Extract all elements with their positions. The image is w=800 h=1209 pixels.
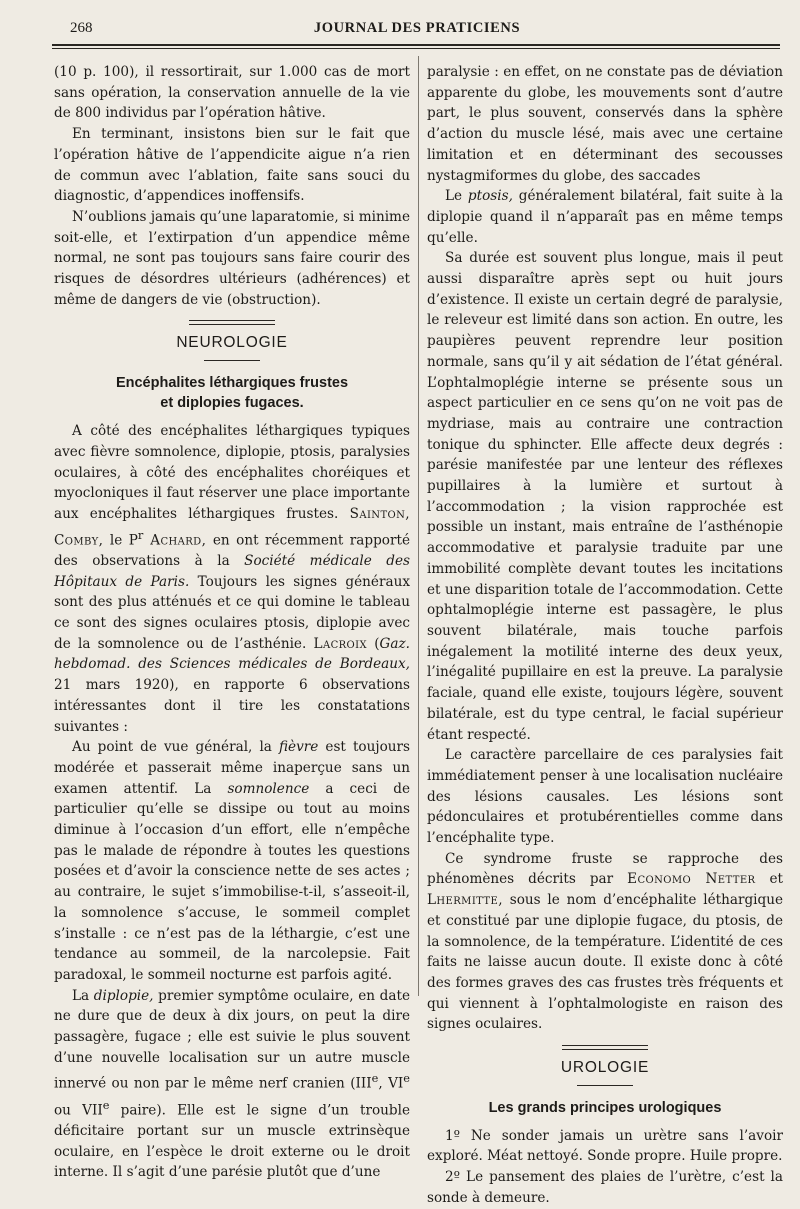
paragraph: En terminant, insistons bien sur le fait que l’opération hâtive de l’appendicite aigue n’a rien de commun avec l’ablation, faite sans souci du diagnostic, d’appendices inoffensifs. — [54, 126, 410, 205]
text-run: Au point de vue général, la — [72, 739, 279, 756]
article-title — [427, 1098, 783, 1118]
text-run: en ont récemment rapporté des observations à la — [54, 532, 410, 569]
superscript: r — [137, 527, 144, 542]
text-run: généralement bilatéral, fait suite à la diplopie quand il n’apparaît pas en même temps qu’elle. — [427, 188, 783, 246]
emphasis: diplopie, — [93, 987, 154, 1004]
text-run: sous le nom d’encéphalite léthargique et constitué par une diplopie fugace, du ptosis, de la somnolence, de la température. L’identité de ces faits ne laisse aucun doute. Il existe donc à côté des formes graves des cas frustes très fréquents et qui viennent à l’ophtalmologiste en raison des signes oculaires. — [427, 892, 783, 1033]
text-run: 21 mars 1920), en rapporte 6 observations intéressantes dont il tire les constatations suivantes : — [54, 677, 410, 735]
text-run: premier symptôme oculaire, en date ne dure que de deux à dix jours, on peut la dire passagère, fugace ; elle est suivie le plus souvent d’une nouvelle localisation sur un autre muscle innervé ou non par le même nerf cranien (III — [54, 987, 410, 1092]
paragraph — [54, 421, 410, 737]
text-run: est toujours modérée et passerait même inaperçue sans un examen attentif. La — [54, 739, 410, 797]
text-run: ( — [367, 635, 380, 652]
superscript: e — [102, 1097, 110, 1112]
paragraph: Le caractère parcellaire de ces paralysies fait immédiatement penser à une localisation nucléaire des lésions causales. Les lésions sont pédonculaires et protubérentielles comme dans l’encéphalite type. — [427, 747, 783, 847]
text-run: a ceci de particulier qu’elle se dissipe ou tout au moins diminue à l’occasion d’un effort, elle n’empêche pas le malade de répondre à toutes les questions posées et d’avoir la conscience nette de ses actes ; au contraire, le sujet s’immobilise-t-il, s’asseoit-il, la somnolence s’accuse, le sommeil complet s’installe : ce n’est pas de la léthargie, c’est une tendance au sommeil, de la narcolepsie. Fait paradoxal, le sommeil nocturne est parfois agité. — [54, 780, 410, 983]
right-column — [427, 62, 783, 1209]
text-run: La — [72, 987, 94, 1004]
column-divider — [418, 56, 419, 996]
article-title-line: Encéphalites léthargiques frustes — [115, 375, 349, 392]
section-underline — [204, 360, 260, 361]
paragraph — [54, 737, 410, 985]
page-number: 268 — [70, 20, 93, 36]
paragraph: 1º Ne sonder jamais un urètre sans l’avoir exploré. Méat nettoyé. Sonde propre. Huile propre. — [427, 1127, 783, 1165]
left-column — [54, 62, 410, 1183]
page-header — [52, 20, 782, 42]
emphasis: ptosis, — [467, 188, 513, 205]
text-run: ou VII — [54, 1102, 103, 1119]
text-run: paire). Elle est le signe d’un trouble déficitaire portant sur un muscle extrinsèque oculaire, en l’espèce le droit externe ou le droit interne. Il s’agit d’une parésie plutôt que d’une — [54, 1102, 410, 1181]
article-title-line: Les grands principes urologiques — [488, 1099, 722, 1116]
author-name: Economo Netter — [627, 871, 756, 888]
text-run: Le — [445, 188, 468, 205]
superscript: e — [371, 1071, 379, 1086]
paragraph: 2º Le pansement des plaies de l’urètre, c’est la sonde à demeure. — [427, 1169, 783, 1206]
paragraph — [427, 186, 783, 248]
paragraph: Sa durée est souvent plus longue, mais il peut aussi disparaître après sept ou huit jours d’existence. Il existe un certain degré de paralysie, le releveur est limité dans son action. En outre, les paupières peuvent reprendre leur position normale, sans qu’il y ait sédation de l’état général. L’ophtalmoplégie interne se présente sous un aspect particulier en ce sens qu’on ne voit pas de mydriase, mais au contraire une contraction tonique du sphincter. Elle affecte deux degrés : parésie manifestée par une lenteur des réflexes pupillaires à la lumière et surtout à l’accommodation ; la vision rapprochée est possible un instant, mais entraîne de l’asthénopie accommodative et paralysie traduite par une immobilité complète devant toutes les incitations et une disparition totale de l’accommodation. Cette ophtalmoplégie interne est passagère, le plus souvent bilatérale, mais touche parfois inégalement la motilité interne des deux yeux, l’inégalité pupillaire en est la preuve. La paralysie faciale, quand elle existe, toujours légère, souvent bilatérale, est du type central, le facial supérieur étant respecté. — [427, 250, 783, 743]
section-separator — [189, 320, 275, 325]
article-title-line: et diplopies fugaces. — [160, 395, 304, 412]
author-name: Achard, — [143, 532, 207, 549]
author-name: Lhermitte, — [427, 892, 503, 909]
emphasis: somnolence — [227, 780, 310, 797]
superscript: e — [403, 1071, 410, 1086]
text-run: , VI — [378, 1076, 404, 1092]
section-title-urologie: UROLOGIE — [560, 1059, 650, 1077]
publication-name: Société médicale des Hôpitaux de Paris. — [54, 552, 410, 590]
text-run: Toujours les signes généraux sont des plus atténués et ce qui domine le tableau ce sont des signes oculaires ptosis, diplopie avec de la somnolence ou de l’asthénie. — [54, 573, 410, 652]
author-name: Sainton, Comby, — [54, 505, 410, 549]
text-run: et — [755, 871, 783, 888]
paragraph: (10 p. 100), il ressortirait, sur 1.000 cas de mort sans opération, la conservation annuelle de la vie de 800 individus par l’opération hâtive. — [54, 64, 410, 122]
text-run: Ce syndrome fruste se rapproche des phénomènes décrits par — [427, 850, 783, 888]
paragraph — [427, 849, 783, 1035]
section-underline — [577, 1085, 633, 1086]
paragraph — [54, 986, 410, 1183]
author-name: Lacroix — [313, 635, 368, 652]
paragraph: N’oublions jamais qu’une laparatomie, si minime soit-elle, et l’extirpation d’un appendice même normal, ne sont pas toujours sans faire courir des risques de désordres ultérieurs (adhérences) et même de dangers de vie (obstruction). — [54, 208, 410, 308]
paragraph: paralysie : en effet, on ne constate pas de déviation apparente du globe, les mouvements sont d’autre part, le plus souvent, conservés dans la sphère d’action du muscle lésé, mais avec une certaine limitation et en déterminant des secousses nystagmiformes du globe, des saccades — [427, 64, 783, 184]
text-run: le P — [103, 532, 138, 549]
publication-name: Gaz. hebdomad. des Sciences médicales de Bordeaux, — [54, 635, 410, 673]
journal-title: JOURNAL DES PRATICIENS — [313, 20, 521, 36]
text-run: A côté des encéphalites léthargiques typiques avec fièvre somnolence, diplopie, ptosis, paralysies oculaires, à côté des encéphalites choréiques et myocloniques il faut réserver une place importante aux encéphalites léthargiques frustes. — [54, 423, 410, 522]
section-title-neurologie: NEUROLOGIE — [176, 334, 288, 352]
article-title — [54, 373, 410, 413]
header-rule-thin — [52, 48, 780, 49]
section-separator — [562, 1045, 648, 1050]
header-rule — [52, 44, 780, 46]
emphasis: fièvre — [278, 739, 319, 756]
